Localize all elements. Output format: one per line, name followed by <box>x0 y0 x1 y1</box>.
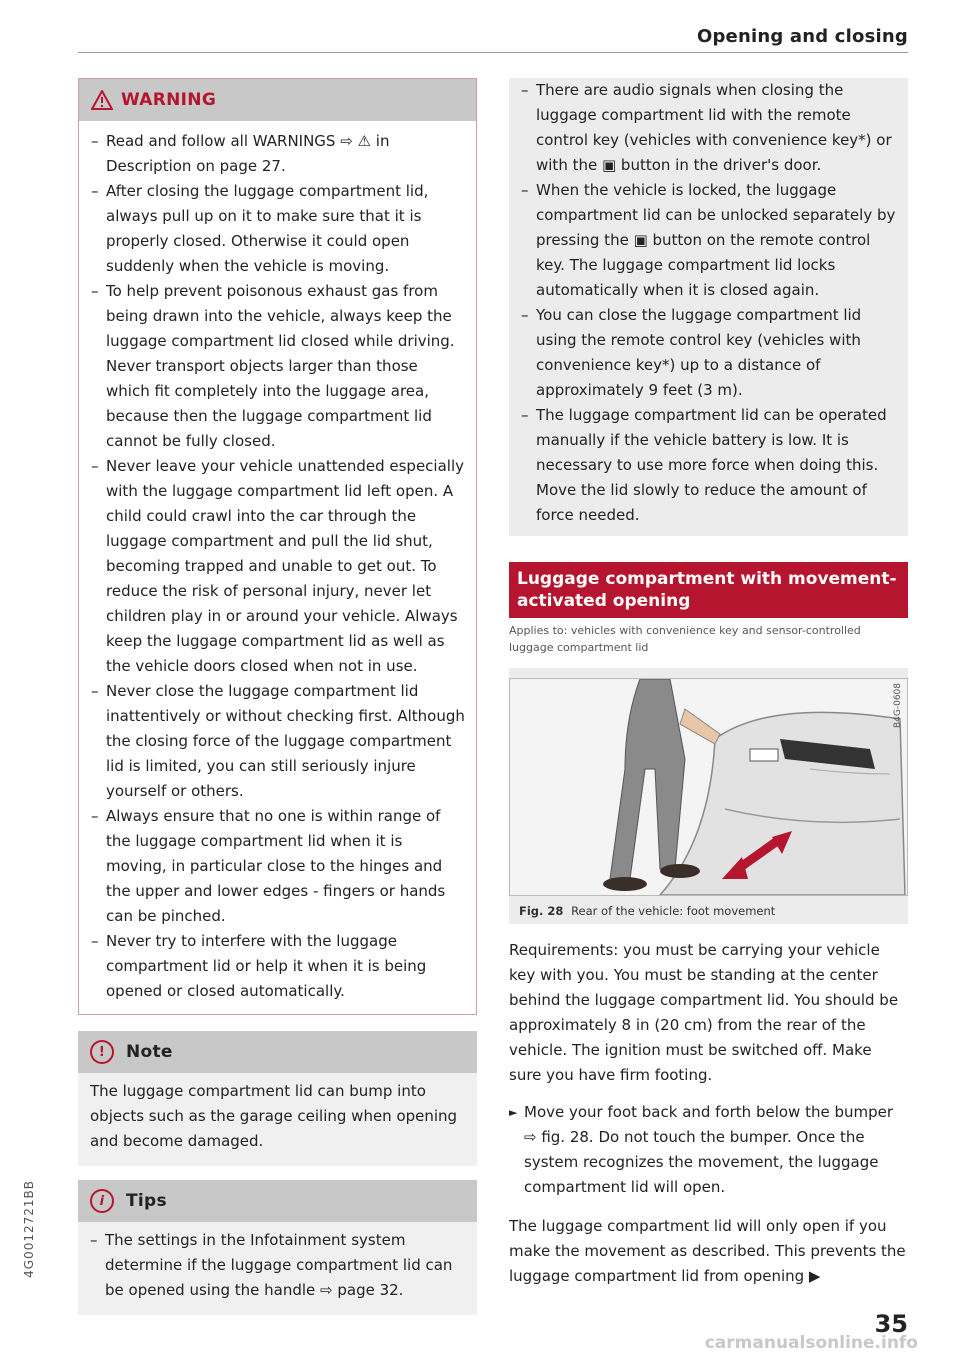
requirements-text: Requirements: you must be carrying your vehicle key with you. You must be standing at the center behind the luggage compartment lid. You should be approximately 8 in (20 cm) from the rear of the vehicle. The ignition must be switched off. Make sure you have firm footing. <box>509 941 899 1084</box>
figure-caption <box>509 896 908 918</box>
info-item: – When the vehicle is locked, the luggage compartment lid can be unlocked separately by pressing the ▣ button on the remote control key. The luggage compartment lid locks automatically when it is closed again. <box>521 178 896 303</box>
warning-body <box>79 121 476 1014</box>
warning-title-bar <box>79 79 476 121</box>
warning-item: – Always ensure that no one is within range of the luggage compartment lid when it is moving, in particular close to the hinges and the upper and lower edges - fingers or hands can be pinched. <box>91 804 466 929</box>
tips-item: – The settings in the Infotainment system determine if the luggage compartment lid can be opened using the handle ⇨ page 32. <box>90 1228 465 1303</box>
step-item: ► Move your foot back and forth below the bumper ⇨ fig. 28. Do not touch the bumper. Once the system recognizes the movement, the luggage compartment lid will open. <box>509 1100 908 1200</box>
figure-caption-text: Rear of the vehicle: foot movement <box>571 904 776 918</box>
figure-box <box>509 668 908 924</box>
section-title: Luggage compartment with movement-activated opening <box>509 562 908 618</box>
figure-label: Fig. 28 <box>519 904 564 918</box>
section-header: Opening and closing <box>696 26 908 47</box>
note-text: The luggage compartment lid can bump into objects such as the garage ceiling when opening and become damaged. <box>78 1073 477 1166</box>
warning-item: – Never try to interfere with the luggage compartment lid or help it when it is being opened or closed automatically. <box>91 929 466 1004</box>
info-item: – The luggage compartment lid can be operated manually if the vehicle battery is low. It is necessary to use more force when doing this. Move the lid slowly to reduce the amount of force needed. <box>521 403 896 528</box>
exclamation-circle-icon: ! <box>90 1040 114 1064</box>
tips-title: Tips <box>126 1191 167 1211</box>
closing-text: The luggage compartment lid will only open if you make the movement as described. This prevents the luggage compartment lid from opening ▶ <box>509 1217 906 1285</box>
tips-title-bar <box>78 1180 477 1222</box>
warning-title: WARNING <box>121 90 217 110</box>
left-column <box>78 78 477 1315</box>
figure-code: B4G-0608 <box>893 683 903 729</box>
tips-body <box>78 1222 477 1315</box>
info-item: – There are audio signals when closing the luggage compartment lid with the remote control key (vehicles with convenience key*) or with the ▣ button in the driver's door. <box>521 78 896 178</box>
warning-item: – To help prevent poisonous exhaust gas from being drawn into the vehicle, always keep the luggage compartment lid closed while driving. Never transport objects larger than those which fit completely into the luggage area, because then the luggage compartment lid cannot be fully closed. <box>91 279 466 454</box>
note-box <box>78 1031 477 1166</box>
warning-item: – Never leave your vehicle unattended especially with the luggage compartment lid left open. A child could crawl into the car through the luggage compartment and pull the lid shut, becoming trapped and unable to get out. To reduce the risk of personal injury, never let children play in or around your vehicle. Always keep the luggage compartment lid as well as the vehicle doors closed when not in use. <box>91 454 466 679</box>
tips-list <box>90 1228 465 1303</box>
page-number: 35 <box>874 1310 908 1338</box>
info-circle-icon: i <box>90 1189 114 1213</box>
applies-to: Applies to: vehicles with convenience key and sensor-controlled luggage compartment lid <box>509 624 861 654</box>
figure-illustration <box>509 678 908 896</box>
watermark: carmanualsonline.info <box>704 1333 918 1353</box>
right-column <box>509 78 908 1289</box>
warning-triangle-icon <box>91 90 113 110</box>
note-title: Note <box>126 1042 173 1062</box>
warning-box <box>78 78 477 1015</box>
tips-box <box>78 1180 477 1315</box>
warning-item: – After closing the luggage compartment lid, always pull up on it to make sure that it is properly closed. Otherwise it could open suddenly when the vehicle is moving. <box>91 179 466 279</box>
info-item: – You can close the luggage compartment lid using the remote control key (vehicles with convenience key*) up to a distance of approximately 9 feet (3 m). <box>521 303 896 403</box>
note-title-bar <box>78 1031 477 1073</box>
warning-list <box>91 129 466 1004</box>
header-rule <box>78 52 908 53</box>
info-list <box>521 78 896 528</box>
warning-item: – Read and follow all WARNINGS ⇨ ⚠ in Description on page 27. <box>91 129 466 179</box>
car-rear-foot-illustration <box>510 679 907 895</box>
warning-item: – Never close the luggage compartment lid inattentively or without checking first. Although the closing force of the luggage compartment lid is limited, you can still seriously injure yourself or others. <box>91 679 466 804</box>
side-code: 4G0012721BB <box>22 1180 36 1278</box>
info-box <box>509 78 908 536</box>
